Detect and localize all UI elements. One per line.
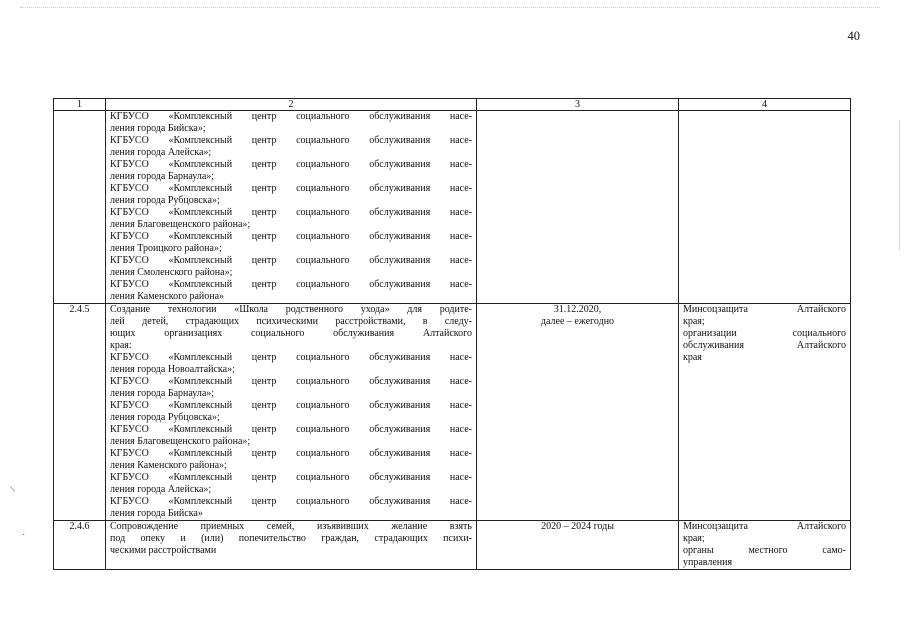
description-line: края: <box>110 340 132 351</box>
description-line: ления города Бийска»; <box>110 123 206 134</box>
item-responsible <box>679 521 851 570</box>
item-description <box>106 521 477 570</box>
description-line: ления города Алейска»; <box>110 147 212 158</box>
description-line: КГБУСО «Комплексный центр социального обслуживания насе- <box>110 448 472 459</box>
description-line: ления города Рубцовска»; <box>110 412 220 423</box>
item-number <box>54 111 106 304</box>
table-row <box>54 304 851 521</box>
scan-artifact-dot: · <box>22 530 26 541</box>
description-line: ления Благовещенского района»; <box>110 436 251 447</box>
description-line: КГБУСО «Комплексный центр социального обслуживания насе- <box>110 183 472 194</box>
description-line: Создание технологии «Школа родственного ухода» для родите- <box>110 304 472 315</box>
column-header-2: 2 <box>106 99 477 111</box>
column-header-3: 3 <box>477 99 679 111</box>
description-line: ления Смоленского района»; <box>110 267 233 278</box>
description-line: ления города Барнаула»; <box>110 171 215 182</box>
responsible-line: органы местного само- <box>683 545 846 556</box>
measures-table <box>53 98 851 570</box>
column-header-4: 4 <box>679 99 851 111</box>
table-header-row <box>54 99 851 111</box>
description-line: ления Троицкого района»; <box>110 243 222 254</box>
item-deadline <box>477 304 679 521</box>
item-number: 2.4.5 <box>54 304 106 521</box>
description-line: ления города Бийска» <box>110 508 203 519</box>
scan-top-edge <box>20 7 880 8</box>
scan-right-edge <box>899 120 900 250</box>
responsible-line: Минсоцзащита Алтайского <box>683 521 846 532</box>
description-line: КГБУСО «Комплексный центр социального обслуживания насе- <box>110 472 472 483</box>
item-deadline <box>477 111 679 304</box>
description-line: лей детей, страдающих психическими расстройствами, в следу- <box>110 316 472 327</box>
description-line: КГБУСО «Комплексный центр социального обслуживания насе- <box>110 496 472 507</box>
responsible-line: края; <box>683 316 705 327</box>
description-line: ления Каменского района» <box>110 291 225 302</box>
table-row <box>54 111 851 304</box>
responsible-line: организации социального <box>683 328 846 339</box>
description-line: Сопровождение приемных семей, изъявивших желание взять <box>110 521 472 532</box>
page-number: 40 <box>847 29 860 43</box>
description-line: КГБУСО «Комплексный центр социального обслуживания насе- <box>110 400 472 411</box>
description-line: ющих организациях социального обслуживания Алтайского <box>110 328 472 339</box>
description-line: КГБУСО «Комплексный центр социального обслуживания насе- <box>110 231 472 242</box>
description-line: ления города Рубцовска»; <box>110 195 220 206</box>
deadline-line: далее – ежегодно <box>540 316 615 327</box>
responsible-line: обслуживания Алтайского <box>683 340 846 351</box>
description-line: под опеку и (или) попечительство граждан, страдающих психи- <box>110 533 472 544</box>
description-line: КГБУСО «Комплексный центр социального обслуживания насе- <box>110 424 472 435</box>
description-line: КГБУСО «Комплексный центр социального обслуживания насе- <box>110 111 472 122</box>
description-line: ления Каменского района»; <box>110 460 227 471</box>
item-number: 2.4.6 <box>54 521 106 570</box>
item-description <box>106 304 477 521</box>
table-row <box>54 521 851 570</box>
item-deadline <box>477 521 679 570</box>
responsible-line: края; <box>683 533 705 544</box>
description-line: КГБУСО «Комплексный центр социального обслуживания насе- <box>110 159 472 170</box>
item-responsible <box>679 111 851 304</box>
description-line: ческими расстройствами <box>110 545 217 556</box>
description-line: ления города Барнаула»; <box>110 388 215 399</box>
table-body <box>54 111 851 570</box>
responsible-line: Минсоцзащита Алтайского <box>683 304 846 315</box>
responsible-line: края <box>683 352 702 363</box>
description-line: ления Благовещенского района»; <box>110 219 251 230</box>
description-line: КГБУСО «Комплексный центр социального обслуживания насе- <box>110 255 472 266</box>
description-line: ления города Новоалтайска»; <box>110 364 235 375</box>
deadline-line: 2020 – 2024 годы <box>541 521 614 532</box>
responsible-line: управления <box>683 557 733 568</box>
description-line: КГБУСО «Комплексный центр социального обслуживания насе- <box>110 279 472 290</box>
description-line: ления города Алейска»; <box>110 484 212 495</box>
item-responsible <box>679 304 851 521</box>
deadline-line: 31.12.2020, <box>553 304 602 315</box>
item-description <box>106 111 477 304</box>
scan-artifact-mark: / <box>7 485 19 494</box>
description-line: КГБУСО «Комплексный центр социального обслуживания насе- <box>110 352 472 363</box>
description-line: КГБУСО «Комплексный центр социального обслуживания насе- <box>110 207 472 218</box>
column-header-1: 1 <box>54 99 106 111</box>
description-line: КГБУСО «Комплексный центр социального обслуживания насе- <box>110 376 472 387</box>
description-line: КГБУСО «Комплексный центр социального обслуживания насе- <box>110 135 472 146</box>
